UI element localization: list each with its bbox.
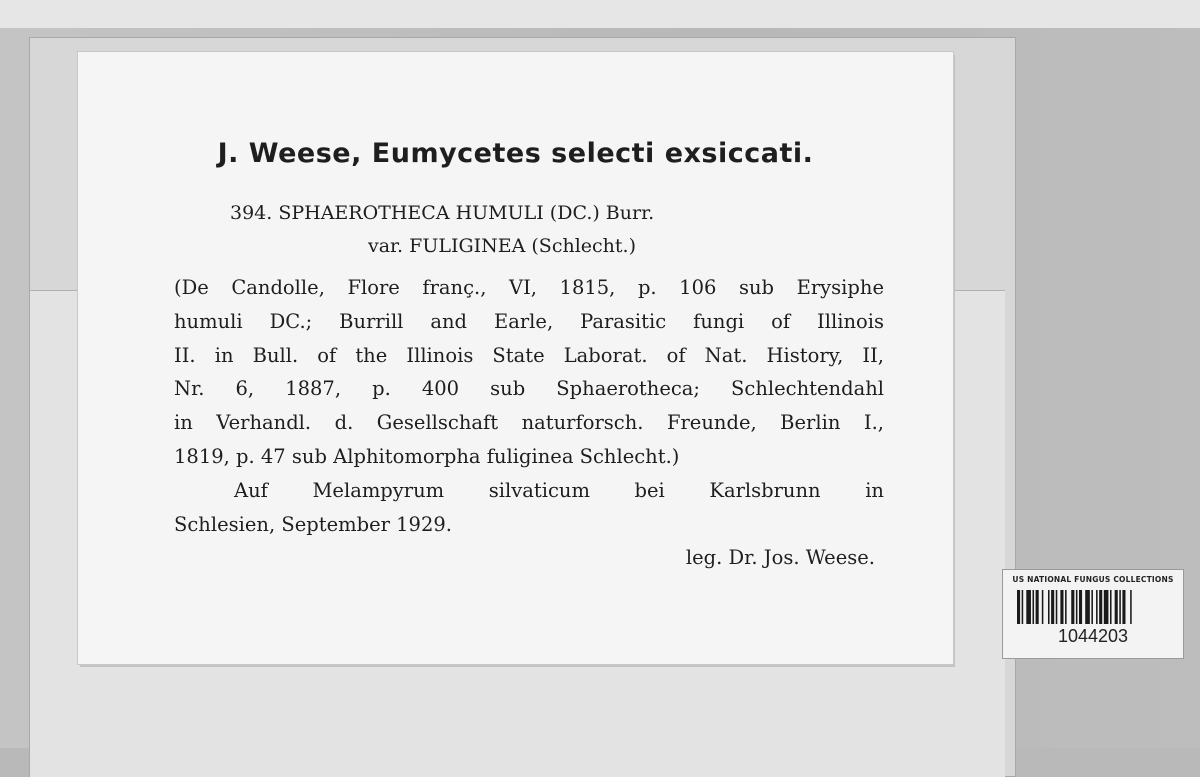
reference-line: II. in Bull. of the Illinois State Laborat. of Nat. History, II,: [174, 343, 884, 367]
locality-line: Auf Melampyrum silvaticum bei Karlsbrunn in: [234, 479, 884, 502]
exsiccata-label: [78, 52, 953, 664]
species-variety: var. FULIGINEA (Schlecht.): [368, 235, 636, 257]
locality-text: [174, 474, 884, 542]
top-strip: [0, 0, 1200, 28]
reference-line: in Verhandl. d. Gesellschaft naturforsch. Freunde, Berlin I.,: [174, 411, 884, 435]
catalog-number: 1044203: [1057, 626, 1129, 646]
reference-line: (De Candolle, Flore franç., VI, 1815, p. 106 sub Erysiphe: [174, 276, 884, 299]
locality-line: Schlesien, September 1929.: [174, 512, 452, 536]
collection-name: US NATIONAL FUNGUS COLLECTIONS: [1012, 575, 1174, 584]
reference-line: 1819, p. 47 sub Alphitomorpha fuliginea Schlecht.): [174, 444, 680, 468]
collector-line: leg. Dr. Jos. Weese.: [685, 546, 875, 569]
reference-line: Nr. 6, 1887, p. 400 sub Sphaerotheca; Schlechtendahl: [174, 377, 884, 401]
species-name: 394. SPHAEROTHECA HUMULI (DC.) Burr.: [230, 202, 655, 224]
barcode-icon: [1017, 590, 1169, 624]
reference-line: humuli DC.; Burrill and Earle, Parasitic fungi of Illinois: [174, 309, 884, 333]
literature-references: [174, 271, 884, 474]
label-title: J. Weese, Eumycetes selecti exsiccati.: [217, 138, 814, 169]
barcode-label: [1003, 570, 1183, 658]
